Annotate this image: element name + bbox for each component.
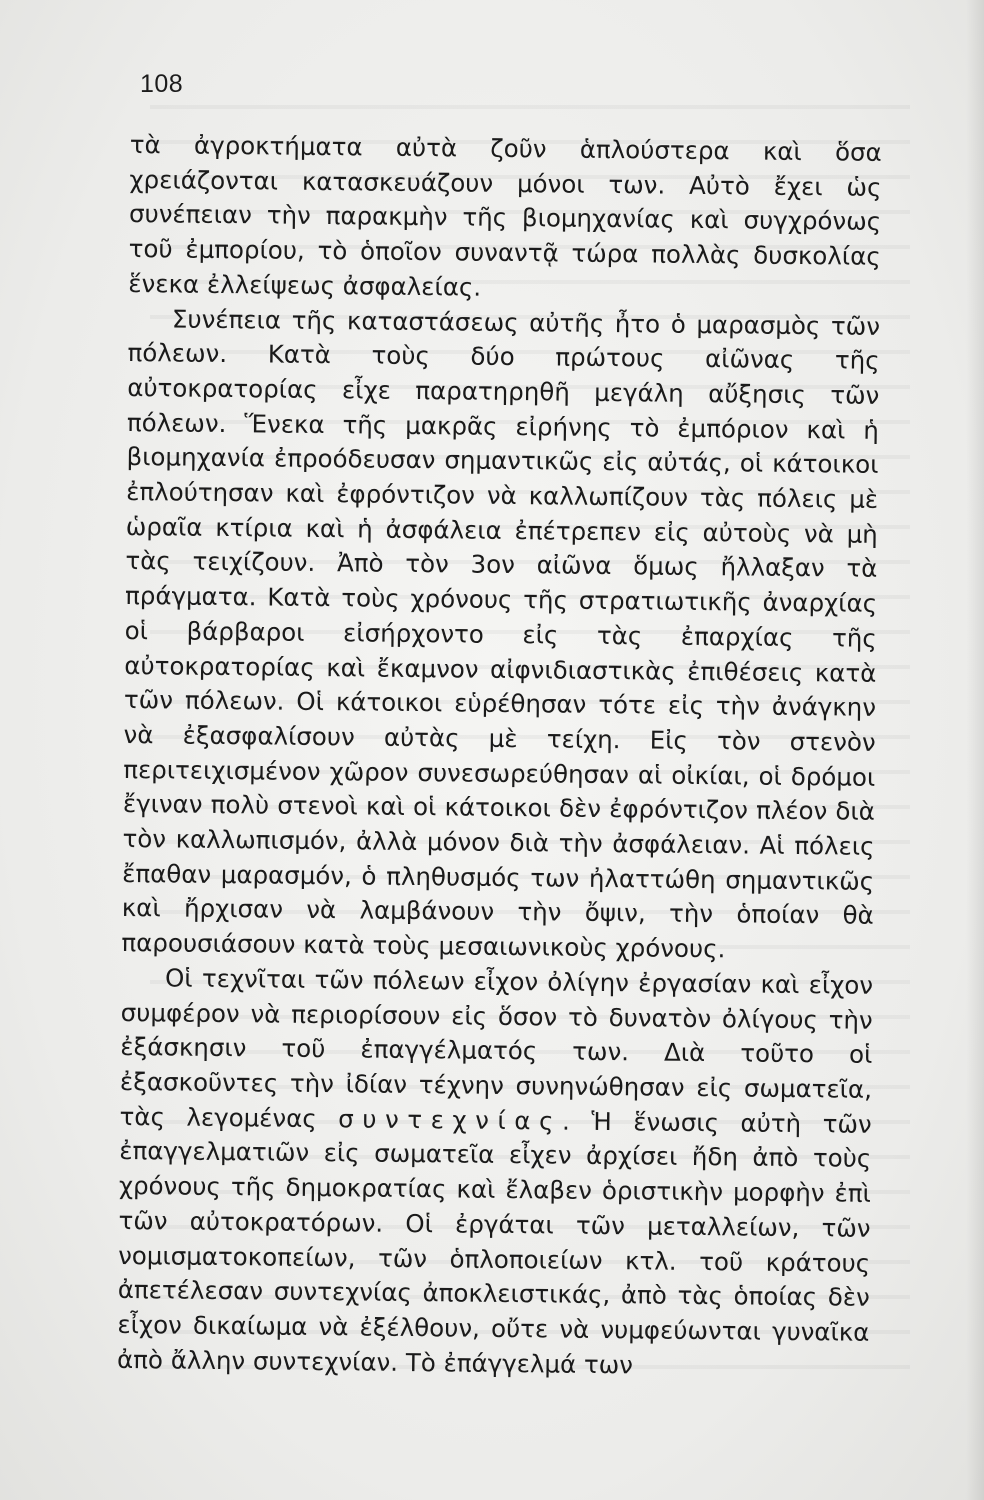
paragraph-3-part-1: Οἱ τεχνῖται τῶν πόλεων εἶχον ὀλίγην ἐργασίαν καὶ εἶχον συμφέρον νὰ περιορίσουν εἰς ὅσον τὸ δυνατὸν ὀλίγους τὴν ἐξάσκησιν τοῦ ἐπαγγέλματός των. Διὰ τοῦτο οἱ ἐξασκοῦντες τὴν ἰδίαν τέχνην συνηνώθησαν εἰς σωματεῖα, τὰς λεγομένας xyxy=(119,963,874,1133)
spaced-term: συντεχνίας xyxy=(338,1103,563,1136)
body-text xyxy=(117,128,882,1385)
page-number: 108 xyxy=(140,70,184,98)
paragraph-3-part-2: . Ἡ ἕνωσις αὐτὴ τῶν ἐπαγγελματιῶν εἰς σωματεῖα εἶχεν ἀρχίσει ἤδη ἀπὸ τοὺς χρόνους τῆς δημοκρατίας καὶ ἔλαβεν ὁριστικὴν μορφὴν ἐπὶ τῶν αὐτοκρατόρων. Οἱ ἐργάται τῶν μεταλλείων, τῶν νομισματοκοπείων, τῶν ὁπλοποιείων κτλ. τοῦ κράτους ἀπετέλεσαν συντεχνίας ἀποκλειστικάς, ἀπὸ τὰς ὁποίας δὲν εἶχον δικαίωμα νὰ ἐξέλθουν, οὔτε νὰ νυμφεύωνται γυναῖκα ἀπὸ ἄλλην συντεχνίαν. Τὸ ἐπάγγελμά των xyxy=(116,1106,872,1379)
page-edge-shadow xyxy=(966,0,984,1500)
paragraph-1: τὰ ἀγροκτήματα αὐτὰ ζοῦν ἁπλούστερα καὶ ὅσα χρειάζονται κατασκευάζουν μόνοι των. Αὐτὸ ἔχει ὡς συνέπειαν τὴν παρακμὴν τῆς βιομηχανίας καὶ συγχρόνως τοῦ ἐμπορίου, τὸ ὁποῖον συναντᾷ τώρα πολλὰς δυσκολίας ἕνεκα ἐλλείψεως ἀσφαλείας. xyxy=(128,129,882,302)
paragraph-3 xyxy=(117,961,873,1385)
paragraph-2: Συνέπεια τῆς καταστάσεως αὐτῆς ἦτο ὁ μαρασμὸς τῶν πόλεων. Κατὰ τοὺς δύο πρώτους αἰῶνας τῆς αὐτοκρατορίας εἶχε παρατηρηθῆ μεγάλη αὔξησις τῶν πόλεων. Ἕνεκα τῆς μακρᾶς εἰρήνης τὸ ἐμπόριον καὶ ἡ βιομηχανία ἐπροόδευσαν σημαντικῶς εἰς αὐτάς, οἱ κάτοικοι ἐπλούτησαν καὶ ἐφρόντιζον νὰ καλλωπίζουν τὰς πόλεις μὲ ὡραῖα κτίρια καὶ ἡ ἀσφάλεια ἐπέτρεπεν εἰς αὐτοὺς νὰ μὴ τὰς τειχίζουν. Ἀπὸ τὸν 3ον αἰῶνα ὅμως ἤλλαξαν τὰ πράγματα. Κατὰ τοὺς χρόνους τῆς στρατιωτικῆς ἀναρχίας οἱ βάρβαροι εἰσήρχοντο εἰς τὰς ἐπαρχίας τῆς αὐτοκρατορίας καὶ ἔκαμνον αἰφνιδιαστικὰς ἐπιθέσεις κατὰ τῶν πόλεων. Οἱ κάτοικοι εὑρέθησαν τότε εἰς τὴν ἀνάγκην νὰ ἐξασφαλίσουν αὐτὰς μὲ τείχη. Εἰς τὸν στενὸν περιτειχισμένον χῶρον συνεσωρεύθησαν αἱ οἰκίαι, οἱ δρόμοι ἔγιναν πολὺ στενοὶ καὶ οἱ κάτοικοι δὲν ἐφρόντιζον πλέον διὰ τὸν καλλωπισμόν, ἀλλὰ μόνον διὰ τὴν ἀσφάλειαν. Αἱ πόλεις ἔπαθαν μαρασμόν, ὁ πληθυσμός των ἠλαττώθη σημαντικῶς καὶ ἤρχισαν νὰ λαμβάνουν τὴν ὄψιν, τὴν ὁποίαν θὰ παρουσιάσουν κατὰ τοὺς μεσαιωνικοὺς χρόνους. xyxy=(121,303,881,964)
